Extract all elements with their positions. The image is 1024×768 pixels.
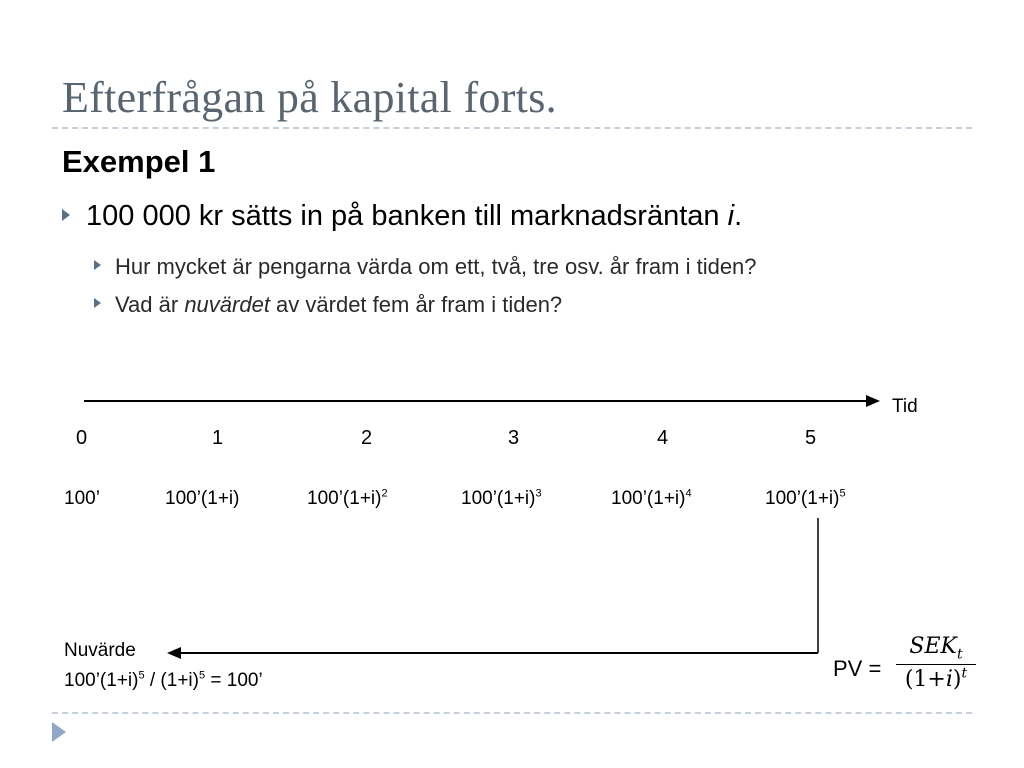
pv-denominator: $(1+i)^t$ bbox=[904, 665, 968, 692]
present-value-formula: $100’(1+i)^5 / (1+i)^5 = 100$’ bbox=[64, 669, 263, 691]
footer-divider bbox=[52, 712, 972, 714]
value-3: $100’(1+i)^3$ bbox=[461, 487, 542, 509]
pv-fraction bbox=[892, 634, 980, 692]
value-4: $100’(1+i)^4$ bbox=[611, 487, 692, 509]
bullet-sub-2-prefix: Vad är bbox=[115, 292, 185, 317]
bullet-sub-2-italic: nuvärdet bbox=[184, 292, 270, 317]
pv-label: PV = bbox=[833, 656, 882, 681]
tick-5: 5 bbox=[805, 427, 817, 449]
present-value-label: Nuvärde bbox=[64, 640, 136, 661]
bullet-main-italic: i bbox=[727, 200, 735, 232]
return-arrowhead bbox=[167, 647, 181, 659]
axis-label: Tid bbox=[892, 396, 918, 417]
bullet-main-suffix: . bbox=[734, 200, 743, 232]
value-5: $100’(1+i)^5$ bbox=[765, 487, 846, 509]
slide-title: Efterfrågan på kapital forts. bbox=[62, 73, 557, 122]
tick-1: 1 bbox=[212, 427, 224, 449]
value-0: 100’ bbox=[64, 488, 100, 509]
pv-numerator: $SEK_t$ bbox=[909, 634, 963, 663]
value-1: 100’(1+i) bbox=[165, 488, 240, 509]
bullet-sub-1-text: Hur mycket är pengarna värda om ett, två, tre osv. år fram i tiden? bbox=[115, 254, 757, 279]
bullet-main-text: 100 000 kr sätts in på banken till marknadsräntan bbox=[86, 200, 728, 232]
slide-nav-triangle-icon bbox=[52, 722, 66, 742]
tick-0: 0 bbox=[76, 427, 88, 449]
time-axis-arrowhead bbox=[866, 395, 880, 407]
value-2: $100’(1+i)^2$ bbox=[307, 487, 388, 509]
tick-4: 4 bbox=[657, 427, 669, 449]
tick-3: 3 bbox=[508, 427, 520, 449]
bullet-sub-2-suffix: av värdet fem år fram i tiden? bbox=[269, 292, 563, 317]
tick-2: 2 bbox=[361, 427, 373, 449]
example-heading: Exempel 1 bbox=[62, 144, 216, 179]
